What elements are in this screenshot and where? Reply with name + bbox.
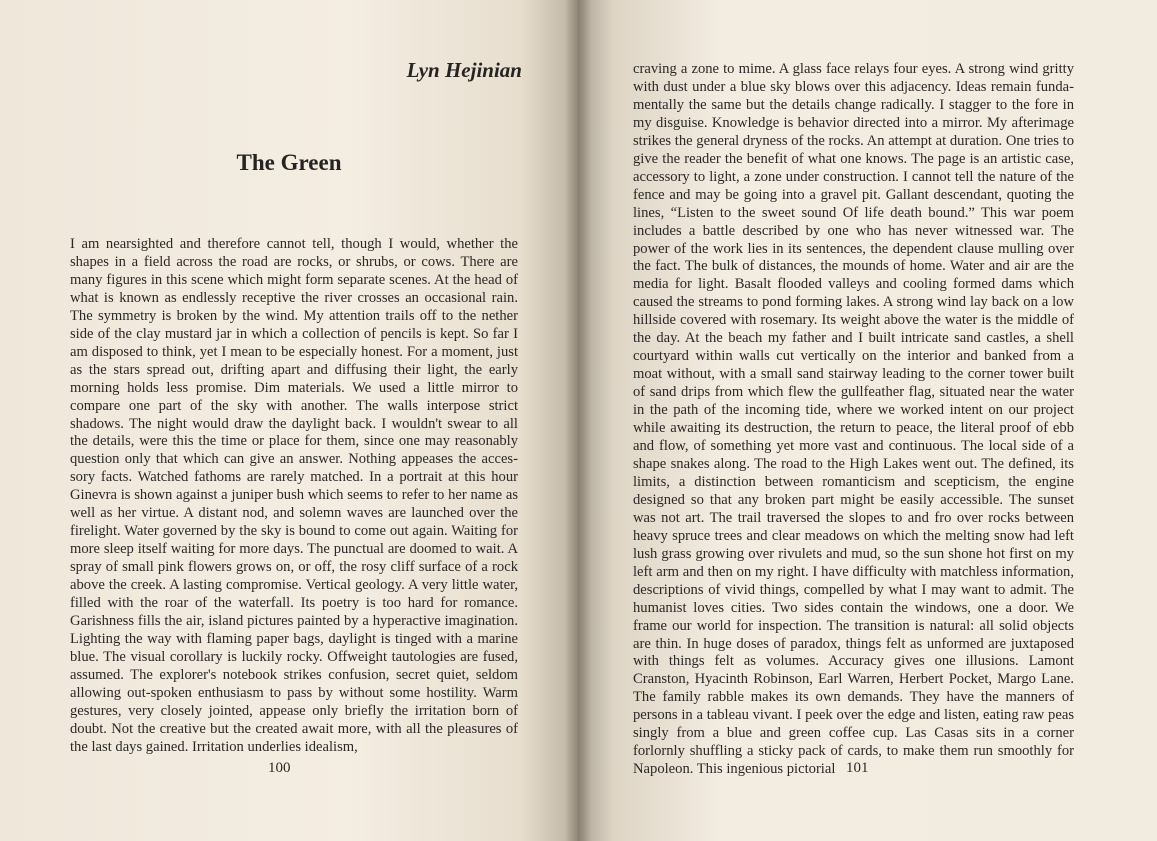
right-page: [578, 0, 1157, 841]
left-page: [0, 0, 578, 841]
author-name: Lyn Hejinian: [406, 58, 522, 82]
left-page-number: 100: [268, 760, 291, 776]
left-page-body: I am nearsighted and therefore cannot tell, though I would, whether the shapes in a field across the road are rocks, or shrubs, or cows. There are many figures in this scene which might form separate scenes. At the head of what is known as endlessly receptive the river crosses an occasional rain. The symmetry is broken by the wind. My attention trails off to the nether side of the clay mustard jar in which a collection of pencils is kept. So far I am disposed to think, yet I mean to be especially honest. For a moment, just as the stars spread out, drifting apart and diffusing their light, the early morning holds less promise. Dim materials. We used a little mirror to compare one part of the sky with another. The walls interpose strict shadows. The night would draw the daylight back. I wouldn't swear to all the details, were this the time or place for them, since one may reasonably question only that which can give an answer. Nothing appeases the accessory facts. Watched fathoms are rarely matched. In a portrait at this hour Ginevra is shown against a juniper bush which seems to refer to her name as well as her virtue. A distant nod, and solemn waves are launched over the firelight. Water governed by the sky is bound to come out again. Waiting for more sleep itself waiting for more days. The punctual are doomed to wait. A spray of small pink flowers grows on, or off, the rosy cliff surface of a rock above the creek. A lasting compromise. Vertical geology. A very little water, filled with the roar of the waterfall. Its poetry is too hard for romance. Garishness fills the air, island pictures painted by a hyperactive imagination. Lighting the way with flaming paper bags, daylight is tinged with a marine blue. The visual corollary is luckily rocky. Offweight tautologies are fused, assumed. The explorer's notebook strikes confusion, secret quiet, seldom allowing out-spoken enthusiasm to pass by without some hostility. Warm gestures, very closely jointed, appease only briefly the irritation born of doubt. Not the creative but the created await more, with all the pleasures of the last days gained. Irritation underlies idealism,: [70, 236, 518, 755]
right-page-body: craving a zone to mime. A glass face relays four eyes. A strong wind gritty with dust under a blue sky blows over this adjacency. Ideas remain fundamentally the same but the details change radically. I stagger to the fore in my disguise. Knowledge is behavior directed into a mirror. My afterimage strikes the general dryness of the rocks. An attempt at duration. One tries to give the reader the benefit of what one knows. The page is an artistic case, accessory to light, a zone under construction. I cannot tell the nature of the fence and may be going into a gravel pit. Gallant descendant, quoting the lines, “Listen to the sweet sound Of life death bound.” This war poem includes a battle described by one who has never witnessed war. The power of the work lies in its sentences, the dependent clause mulling over the fact. The bulk of distances, the mounds of home. Water and air are the media for light. Basalt flooded valleys and cooling formed dams which caused the streams to pond forming lakes. A strong wind lay back on a low hillside covered with rosemary. Its weight above the water is the middle of the day. At the beach my father and I built intricate sand castles, a shell courtyard within walls cut vertically on the interior and banked from a moat without, with a small sand stairway leading to the corner tower built of sand drips from which flew the gullfeather flag, situated near the water in the path of the incoming tide, where we worked intent on our project while awaiting its destruction, the return to peace, the literal proof of ebb and flow, of something yet more vast and continuous. The local side of a shape snakes along. The road to the High Lakes went out. The defined, its limits, a distinction between romanticism and scepticism, the engine designed so that any broken part might be easily accessible. The sunset was not art. The trail traversed the slopes to and fro over rocks between heavy spruce trees and clear meadows on which the melting snow had left lush grass growing over rivulets and mud, so the sun shone hot first on my left arm and then on my right. I have difficulty with matchless information, descriptions of vivid things, compelled by what I may want to admit. The humanist loves cities. Two sides contain the windows, one a door. We frame our world for inspection. The transition is natural: all solid objects are thin. In huge doses of paradox, things felt as unformed are juxtaposed with things felt as volumes. Accuracy gives one illusions. Lamont Cranston, Hyacinth Robinson, Earl Warren, Herbert Pocket, Margo Lane. The family rabble makes its own demands. They have the manners of persons in a tableau vivant. I peek over the edge and listen, eating raw peas singly from a blue and green coffee cup. Las Casas sits in a corner forlornly shuffling a sticky pack of cards, to make them run smoothly for Napoleon. This ingenious pictorial: [633, 61, 1074, 778]
right-page-number: 101: [846, 760, 869, 776]
poem-title: The Green: [236, 150, 342, 175]
book-gutter: [565, 0, 591, 841]
